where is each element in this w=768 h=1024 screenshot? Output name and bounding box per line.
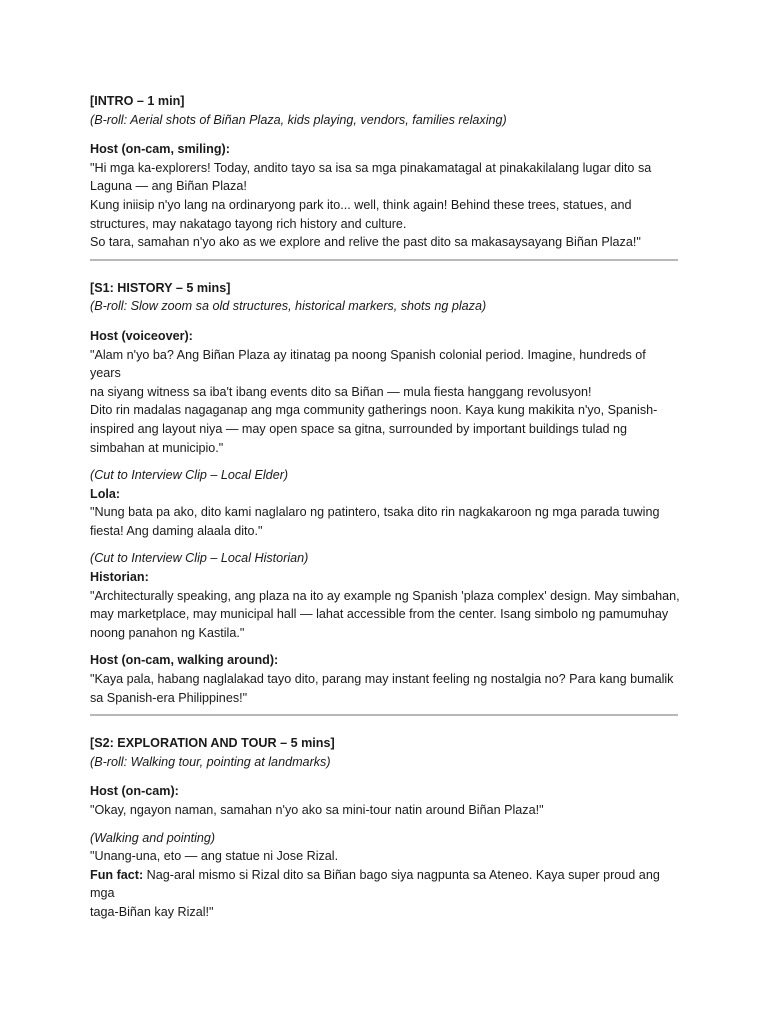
s1-historian-line: noong panahon ng Kastila." bbox=[90, 625, 245, 640]
s2-walking-line: taga-Biñan kay Rizal!" bbox=[90, 904, 214, 919]
s1-elder-speaker: Lola: bbox=[90, 486, 121, 501]
s1-host-voiceover-line: na siyang witness sa iba't ibang events dito sa Biñan — mula fiesta hanggang revolusyon! bbox=[90, 384, 592, 399]
s1-host-voiceover-line: inspired ang layout niya — may open space sa gitna, surrounded by important buildings tulad ng bbox=[90, 421, 627, 436]
s1-host-voiceover-line: Dito rin madalas nagaganap ang mga community gatherings noon. Kaya kung makikita n'yo, Spanish- bbox=[90, 403, 658, 418]
s1-historian-cue: (Cut to Interview Clip – Local Historian) bbox=[90, 551, 309, 566]
s1-host-voiceover-line: simbahan at municipio." bbox=[90, 440, 224, 455]
s1-historian-line: "Architecturally speaking, ang plaza na ito ay example ng Spanish 'plaza complex' design. May simbahan, bbox=[90, 588, 680, 603]
s2-broll-note: (B-roll: Walking tour, pointing at landmarks) bbox=[90, 754, 331, 769]
intro-heading: [INTRO – 1 min] bbox=[90, 94, 185, 108]
s1-host-walking-line: "Kaya pala, habang naglalakad tayo dito, parang may instant feeling ng nostalgia no? Para kang bumalik bbox=[90, 672, 674, 687]
intro-line: structures, may nakatago tayong rich history and culture. bbox=[90, 216, 407, 231]
intro-line: So tara, samahan n'yo ako as we explore and relive the past dito sa makasaysayang Biñan Plaza!" bbox=[90, 235, 641, 250]
s1-elder-cue: (Cut to Interview Clip – Local Elder) bbox=[90, 468, 289, 483]
s2-heading: [S2: EXPLORATION AND TOUR – 5 mins] bbox=[90, 736, 335, 751]
intro-line: Laguna — ang Biñan Plaza! bbox=[90, 179, 247, 194]
fun-fact-text: Nag-aral mismo si Rizal dito sa Biñan bago siya nagpunta sa Ateneo. Kaya super proud ang mga bbox=[90, 867, 660, 901]
intro-speaker: Host (on-cam, smiling): bbox=[90, 142, 230, 157]
s1-elder-line: fiesta! Ang daming alaala dito." bbox=[90, 523, 263, 538]
fun-fact-label: Fun fact: bbox=[90, 867, 144, 882]
s2-host-speaker: Host (on-cam): bbox=[90, 784, 179, 799]
section-divider bbox=[90, 259, 678, 261]
s1-host-walking-line: sa Spanish-era Philippines!" bbox=[90, 690, 248, 705]
s1-host-voiceover-speaker: Host (voiceover): bbox=[90, 328, 193, 343]
s2-host-line: "Okay, ngayon naman, samahan n'yo ako sa mini-tour natin around Biñan Plaza!" bbox=[90, 803, 544, 817]
s1-elder-line: "Nung bata pa ako, dito kami naglalaro ng patintero, tsaka dito rin nagkakaroon ng mga parada tuwing bbox=[90, 505, 660, 520]
intro-broll-note: (B-roll: Aerial shots of Biñan Plaza, kids playing, vendors, families relaxing) bbox=[90, 112, 507, 127]
intro-line: Kung iniisip n'yo lang na ordinaryong park ito... well, think again! Behind these trees, statues, and bbox=[90, 197, 632, 212]
s1-historian-speaker: Historian: bbox=[90, 570, 149, 585]
s1-host-walking-speaker: Host (on-cam, walking around): bbox=[90, 653, 279, 668]
s2-walking-line: "Unang-una, eto — ang statue ni Jose Rizal. bbox=[90, 849, 339, 864]
intro-line: "Hi mga ka-explorers! Today, andito tayo sa isa sa mga pinakamatagal at pinakakilalang lugar dito sa bbox=[90, 160, 652, 175]
s1-historian-line: may marketplace, may municipal hall — lahat accessible from the center. Isang simbolo ng pamumuhay bbox=[90, 607, 669, 622]
s1-heading: [S1: HISTORY – 5 mins] bbox=[90, 280, 231, 295]
script-document bbox=[90, 92, 680, 922]
section-divider bbox=[90, 714, 678, 716]
s1-broll-note: (B-roll: Slow zoom sa old structures, historical markers, shots ng plaza) bbox=[90, 299, 487, 314]
s1-host-voiceover-line: "Alam n'yo ba? Ang Biñan Plaza ay itinatag pa noong Spanish colonial period. Imagine, hundreds of years bbox=[90, 347, 646, 381]
s2-walking-cue: (Walking and pointing) bbox=[90, 830, 216, 845]
s2-funfact-line bbox=[90, 866, 680, 903]
